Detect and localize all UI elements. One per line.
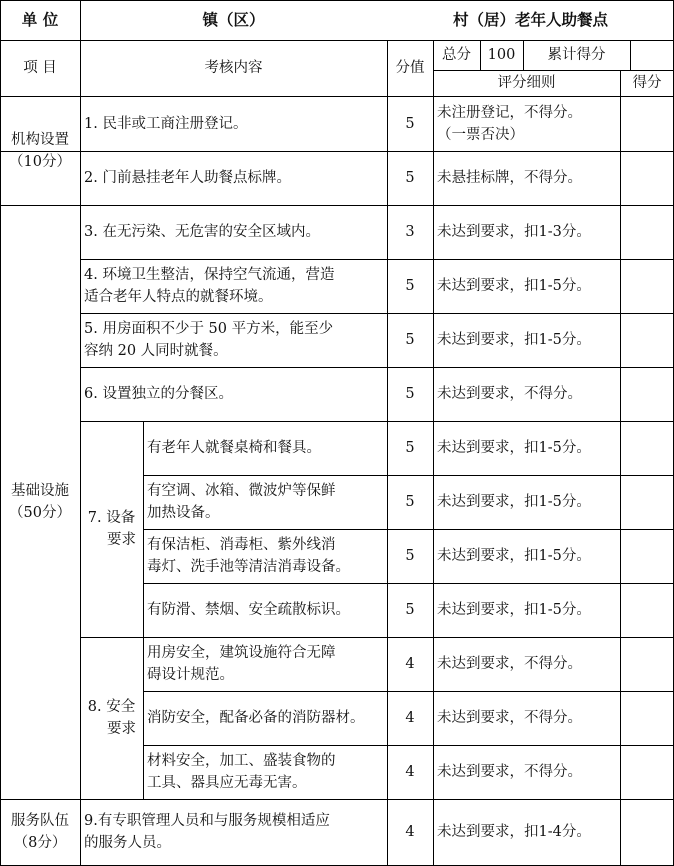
row-1-content: 1. 民非或工商注册登记。: [84, 115, 248, 132]
row-4-detail: 未达到要求，扣1-5分。: [437, 278, 591, 294]
group-safety: [80, 637, 143, 799]
category-staff-points: （8分）: [13, 835, 67, 851]
row-7d-content: 有防滑、禁烟、安全疏散标识。: [147, 602, 350, 618]
item-label: 项 目: [23, 60, 57, 76]
total-value: 100: [487, 47, 516, 63]
row-7d-score: 5: [405, 602, 415, 618]
category-org-points: （10分）: [9, 153, 71, 170]
row-4-score: 5: [405, 278, 415, 294]
row-7a-detail: 未达到要求，扣1-5分。: [437, 440, 591, 456]
row-8c-detail: 未达到要求，不得分。: [437, 764, 582, 780]
row-5-detail: 未达到要求，扣1-5分。: [437, 332, 591, 348]
row-7c-detail: 未达到要求，扣1-5分。: [437, 548, 591, 564]
row-7b-content: [143, 475, 387, 529]
category-staff-name: 服务队伍: [11, 813, 69, 829]
cumulative-label: 累计得分: [547, 47, 606, 63]
row-9-content-line1: 9.有专职管理人员和与服务规模相适应: [84, 813, 330, 829]
row-8a-content: [143, 637, 387, 691]
row-8c-score: 4: [405, 764, 415, 780]
town-label: 镇（区）: [202, 11, 265, 29]
unit-label: 单 位: [21, 11, 59, 29]
row-1-detail-line1: 未注册登记，不得分。: [437, 104, 582, 121]
row-9-score: 4: [405, 824, 415, 840]
village-label: 村（居）老年人助餐点: [452, 11, 608, 29]
row-4-content-line1: 4. 环境卫生整洁，保持空气流通，营造: [84, 267, 335, 283]
row-8a-score: 4: [405, 656, 415, 672]
row-6-detail: 未达到要求，不得分。: [437, 386, 582, 402]
category-infra-name: 基础设施: [11, 483, 69, 499]
row-8c-content: [143, 745, 387, 799]
row-7b-score: 5: [405, 494, 415, 510]
detail-label: 评分细则: [497, 75, 556, 91]
row-3-detail: 未达到要求，扣1-3分。: [437, 224, 591, 240]
row-7a-score: 5: [405, 440, 415, 456]
group-equipment-line2: 要求: [107, 532, 136, 548]
row-7c-content: [143, 529, 387, 583]
category-org: [0, 96, 80, 205]
row-8c-content-line2: 工具、器具应无毒无害。: [147, 775, 307, 791]
row-8a-detail: 未达到要求，不得分。: [437, 656, 582, 672]
row-2-detail: 未悬挂标牌，不得分。: [437, 170, 582, 186]
category-org-name: 机构设置: [11, 131, 69, 148]
row-8a-content-line2: 碍设计规范。: [147, 667, 234, 683]
row-5-score: 5: [405, 332, 415, 348]
group-safety-line1: 8. 安全: [87, 699, 136, 715]
content-label: 考核内容: [204, 60, 263, 76]
row-7b-content-line1: 有空调、冰箱、微波炉等保鲜: [147, 483, 336, 499]
row-3-content: 3. 在无污染、无危害的安全区域内。: [84, 224, 320, 240]
row-5-content: [80, 313, 387, 367]
row-3-score: 3: [405, 224, 415, 240]
row-7c-content-line2: 毒灯、洗手池等清洁消毒设备。: [147, 559, 350, 575]
row-8b-content: 消防安全，配备必备的消防器材。: [147, 710, 365, 726]
row-2-content: 2. 门前悬挂老年人助餐点标牌。: [84, 170, 291, 186]
row-5-content-line1: 5. 用房面积不少于 50 平方米，能至少: [84, 321, 334, 337]
score-label: 分值: [395, 60, 425, 76]
row-2-score: 5: [405, 170, 415, 186]
total-label: 总分: [442, 47, 471, 63]
row-1-score: 5: [405, 115, 415, 132]
row-6-score: 5: [405, 386, 415, 402]
row-7b-detail: 未达到要求，扣1-5分。: [437, 494, 591, 510]
row-1-detail: [433, 96, 620, 151]
row-8c-content-line1: 材料安全，加工、盛装食物的: [147, 753, 336, 769]
row-4-content: [80, 259, 387, 313]
row-7b-content-line2: 加热设备。: [147, 505, 220, 521]
row-4-content-line2: 适合老年人特点的就餐环境。: [84, 289, 273, 305]
row-7a-content: 有老年人就餐桌椅和餐具。: [147, 440, 321, 456]
category-staff: [0, 799, 80, 865]
row-6-content: 6. 设置独立的分餐区。: [84, 386, 233, 402]
category-infra-points: （50分）: [9, 505, 71, 521]
got-label: 得分: [632, 75, 662, 91]
row-8b-score: 4: [405, 710, 415, 726]
row-8b-detail: 未达到要求，不得分。: [437, 710, 582, 726]
row-8a-content-line1: 用房安全，建筑设施符合无障: [147, 645, 336, 661]
row-7d-detail: 未达到要求，扣1-5分。: [437, 602, 591, 618]
group-equipment-line1: 7. 设备: [87, 510, 136, 526]
row-9-content: [80, 799, 387, 865]
group-equipment: [80, 421, 143, 637]
row-7c-content-line1: 有保洁柜、消毒柜、紫外线消: [147, 537, 336, 553]
row-5-content-line2: 容纳 20 人同时就餐。: [84, 343, 228, 359]
row-7c-score: 5: [405, 548, 415, 564]
row-1-detail-line2: （一票否决）: [437, 126, 524, 143]
category-infra: [0, 205, 80, 799]
row-9-content-line2: 的服务人员。: [84, 835, 171, 851]
row-9-detail: 未达到要求，扣1-4分。: [437, 824, 591, 840]
group-safety-line2: 要求: [107, 721, 136, 737]
